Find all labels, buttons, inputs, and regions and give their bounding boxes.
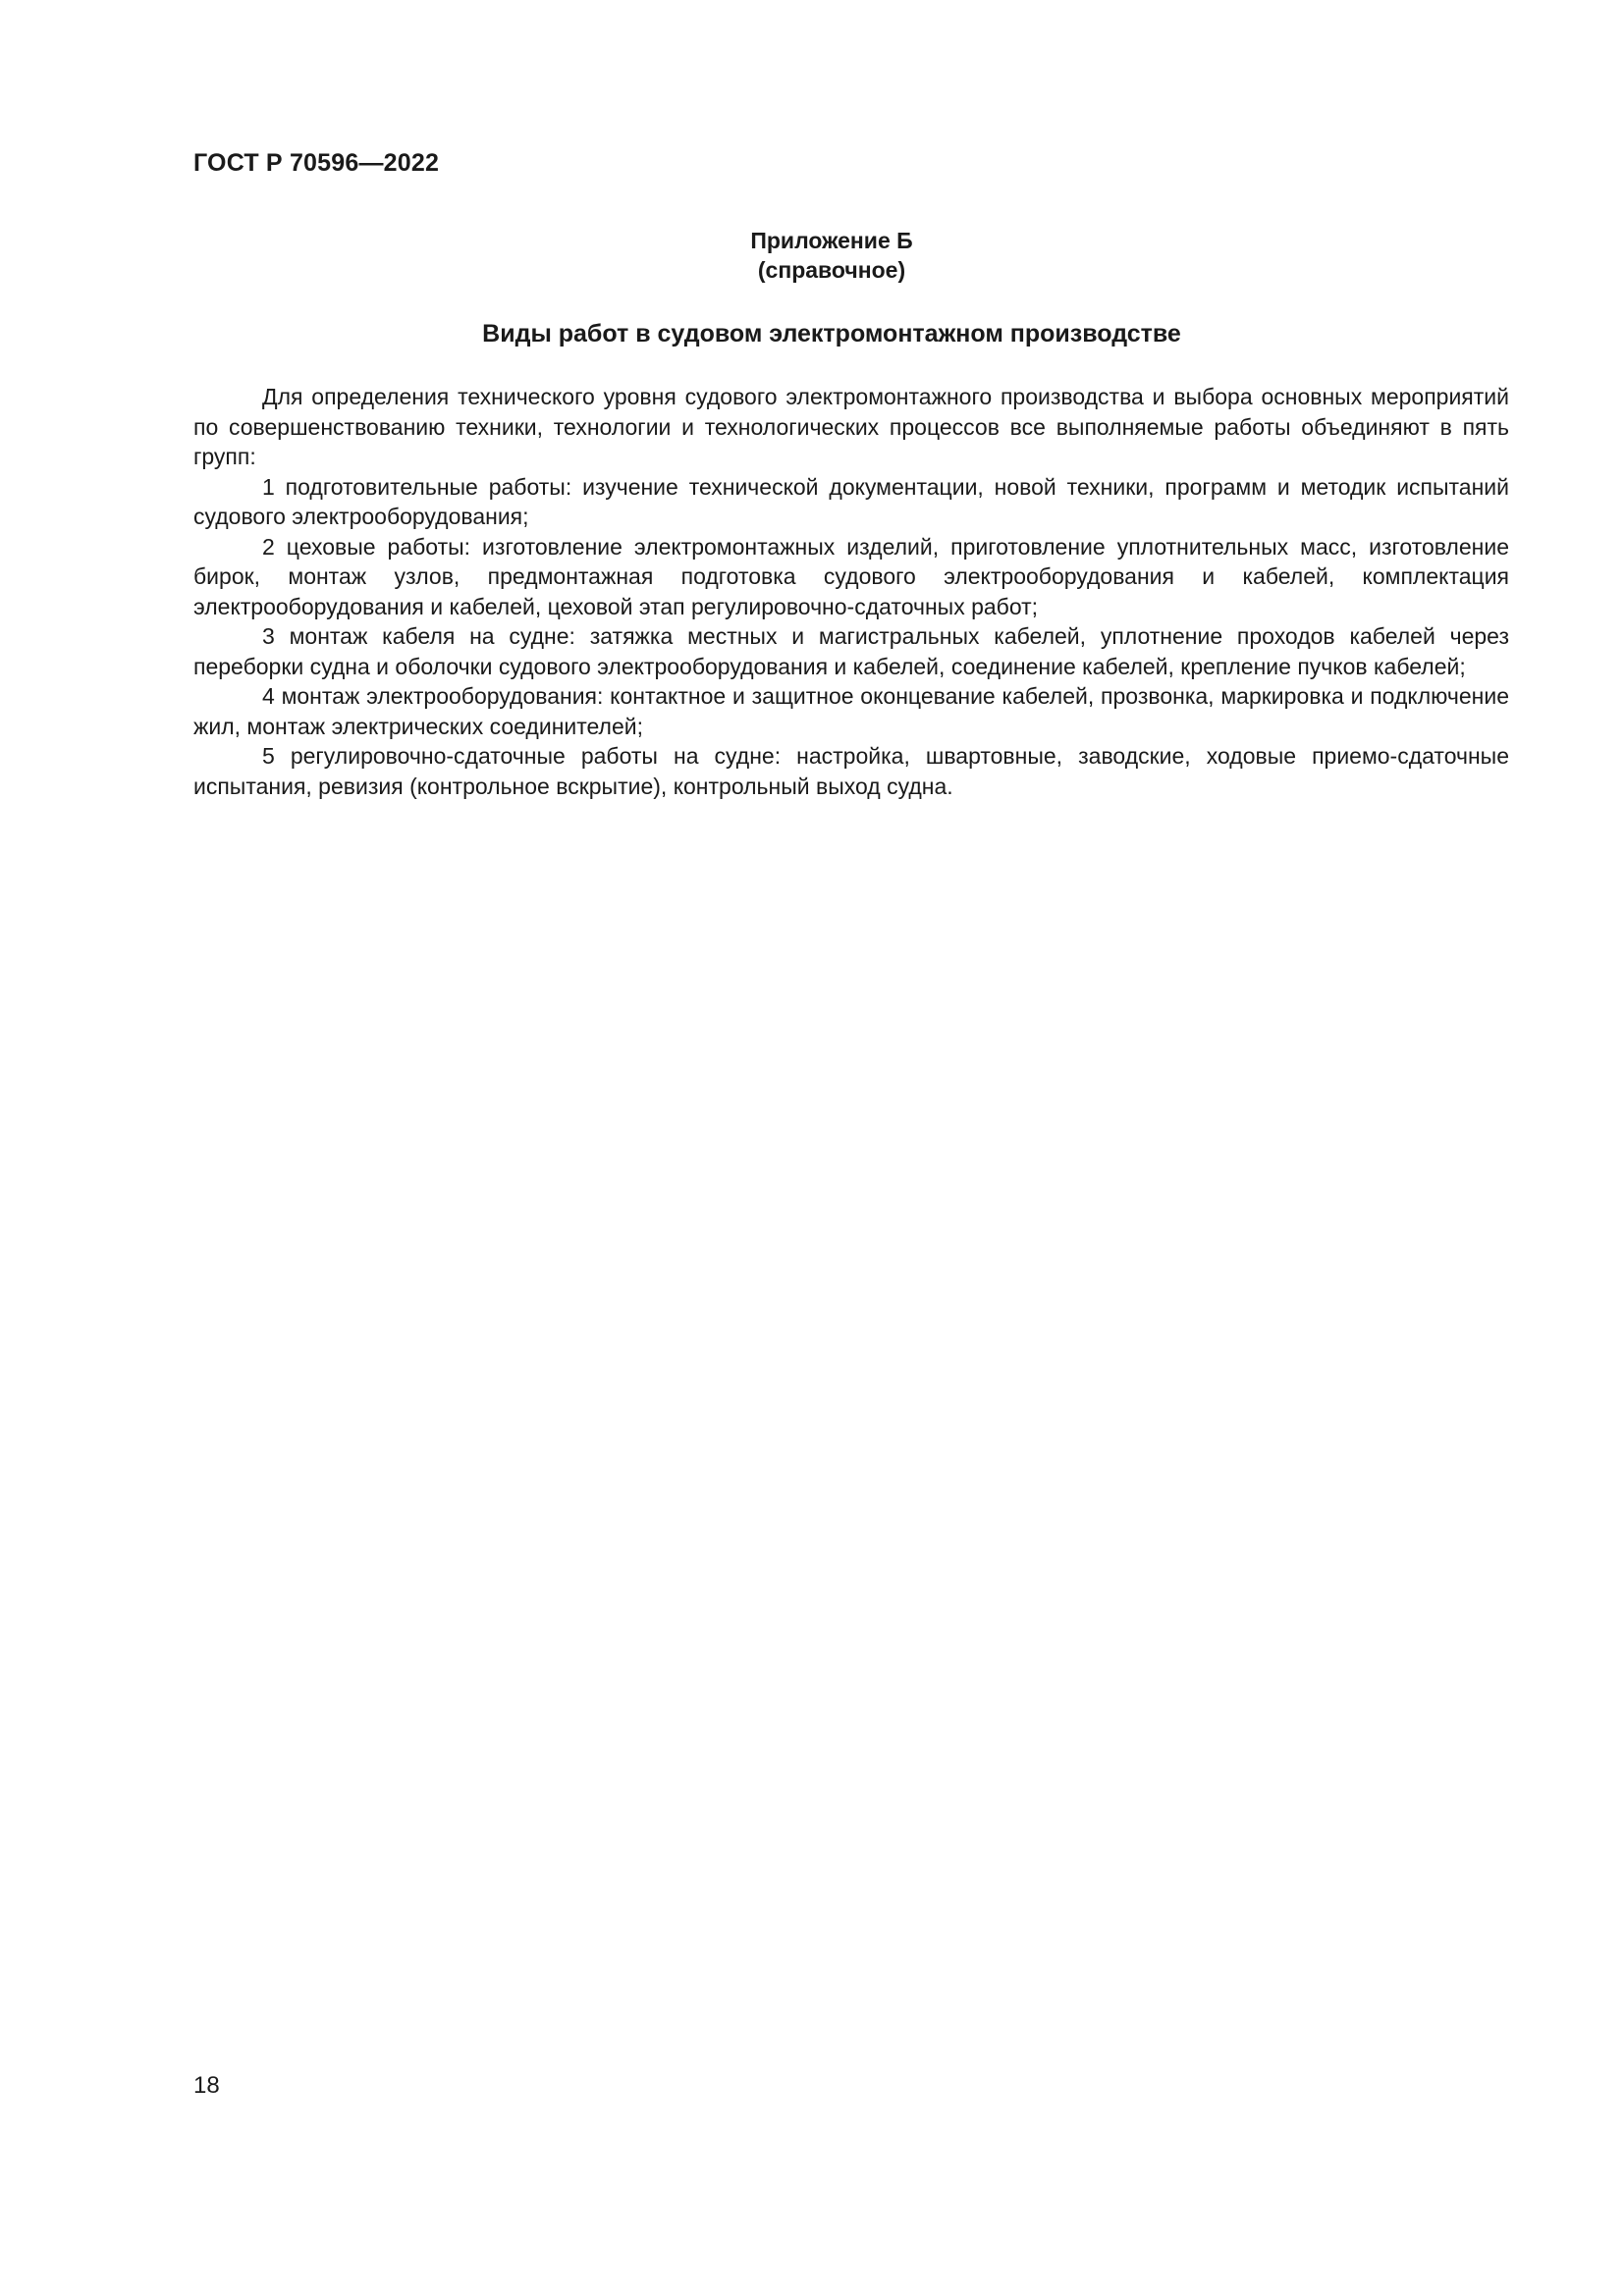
paragraph-group-1: 1 подготовительные работы: изучение технической документации, новой техники, программ и методик испытаний судового электрооборудования; (193, 473, 1509, 529)
section-heading (0, 320, 1624, 348)
appendix-title: Приложение Б (750, 228, 913, 253)
section-title: Виды работ в судовом электромонтажном производстве (482, 320, 1181, 347)
paragraph-group-2: 2 цеховые работы: изготовление электромонтажных изделий, приготовление уплотнительных масс, изготовление бирок, монтаж узлов, предмонтажная подготовка судового электрооборудования и кабелей, комплектация электрооборудования и кабелей, цеховой этап регулировочно-сдаточных работ; (193, 533, 1509, 619)
paragraph-group-5: 5 регулировочно-сдаточные работы на судне: настройка, швартовные, заводские, ходовые приемо-сдаточные испытания, ревизия (контрольное вскрытие), контрольный выход судна. (193, 743, 1509, 799)
page-number: 18 (193, 2072, 220, 2099)
paragraph-intro: Для определения технического уровня судового электромонтажного производства и выбора основных мероприятий по совершенствованию техники, технологии и технологических процессов все выполняемые работы объединяют в пять групп: (193, 384, 1509, 469)
document-code: ГОСТ Р 70596—2022 (193, 149, 440, 177)
appendix-subtitle: (справочное) (757, 257, 906, 283)
appendix-heading (0, 226, 1624, 285)
paragraph-group-4: 4 монтаж электрооборудования: контактное и защитное оконцевание кабелей, прозвонка, маркировка и подключение жил, монтаж электрических соединителей; (193, 683, 1509, 739)
body-text (193, 382, 1509, 801)
paragraph-group-3: 3 монтаж кабеля на судне: затяжка местных и магистральных кабелей, уплотнение проходов кабелей через переборки судна и оболочки судового электрооборудования и кабелей, соединение кабелей, крепление пучков кабелей; (193, 623, 1509, 679)
